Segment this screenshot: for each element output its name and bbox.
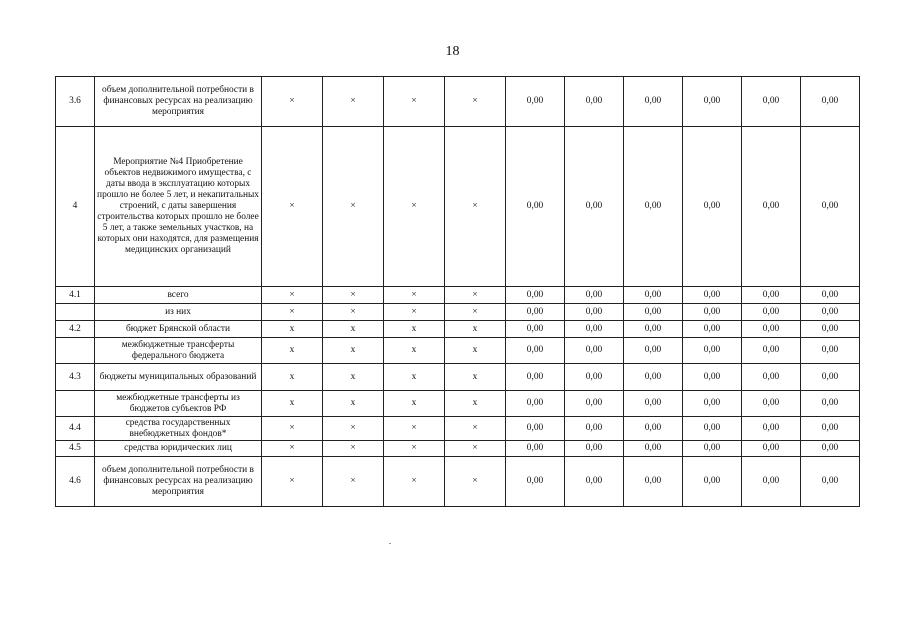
mark-cell: x bbox=[384, 364, 445, 391]
table-row bbox=[56, 77, 860, 127]
row-number: 4 bbox=[56, 127, 95, 287]
mark-cell: x bbox=[262, 391, 323, 417]
value-cell: 0,00 bbox=[801, 364, 860, 391]
mark-cell: × bbox=[323, 417, 384, 441]
value-cell: 0,00 bbox=[801, 321, 860, 338]
mark-cell: x bbox=[262, 338, 323, 364]
value-cell: 0,00 bbox=[742, 391, 801, 417]
value-cell: 0,00 bbox=[742, 364, 801, 391]
mark-cell: × bbox=[262, 441, 323, 457]
value-cell: 0,00 bbox=[683, 391, 742, 417]
value-cell: 0,00 bbox=[683, 441, 742, 457]
row-name: средства юридических лиц bbox=[95, 441, 262, 457]
value-cell: 0,00 bbox=[506, 77, 565, 127]
value-cell: 0,00 bbox=[506, 127, 565, 287]
value-cell: 0,00 bbox=[624, 77, 683, 127]
row-name: бюджет Брянской области bbox=[95, 321, 262, 338]
value-cell: 0,00 bbox=[506, 321, 565, 338]
mark-cell: × bbox=[384, 417, 445, 441]
value-cell: 0,00 bbox=[565, 457, 624, 507]
table-body bbox=[56, 77, 860, 507]
mark-cell: x bbox=[384, 338, 445, 364]
value-cell: 0,00 bbox=[742, 287, 801, 304]
mark-cell: × bbox=[445, 127, 506, 287]
value-cell: 0,00 bbox=[683, 127, 742, 287]
value-cell: 0,00 bbox=[683, 77, 742, 127]
mark-cell: × bbox=[384, 287, 445, 304]
mark-cell: × bbox=[323, 457, 384, 507]
value-cell: 0,00 bbox=[742, 441, 801, 457]
mark-cell: × bbox=[445, 287, 506, 304]
mark-cell: × bbox=[323, 127, 384, 287]
mark-cell: × bbox=[323, 441, 384, 457]
value-cell: 0,00 bbox=[506, 338, 565, 364]
table-row bbox=[56, 441, 860, 457]
table-row bbox=[56, 287, 860, 304]
value-cell: 0,00 bbox=[565, 364, 624, 391]
row-number: 4.2 bbox=[56, 321, 95, 338]
scan-speck bbox=[389, 543, 391, 544]
value-cell: 0,00 bbox=[742, 77, 801, 127]
value-cell: 0,00 bbox=[565, 287, 624, 304]
row-number: 4.5 bbox=[56, 441, 95, 457]
mark-cell: x bbox=[262, 321, 323, 338]
value-cell: 0,00 bbox=[624, 304, 683, 321]
value-cell: 0,00 bbox=[565, 338, 624, 364]
value-cell: 0,00 bbox=[683, 417, 742, 441]
value-cell: 0,00 bbox=[801, 338, 860, 364]
mark-cell: × bbox=[445, 417, 506, 441]
mark-cell: x bbox=[323, 338, 384, 364]
value-cell: 0,00 bbox=[801, 304, 860, 321]
mark-cell: x bbox=[445, 364, 506, 391]
mark-cell: x bbox=[323, 391, 384, 417]
row-number: 4.6 bbox=[56, 457, 95, 507]
value-cell: 0,00 bbox=[801, 391, 860, 417]
row-number bbox=[56, 304, 95, 321]
mark-cell: × bbox=[384, 77, 445, 127]
mark-cell: × bbox=[262, 417, 323, 441]
page-number: 18 bbox=[445, 44, 460, 59]
row-number: 4.4 bbox=[56, 417, 95, 441]
row-name: бюджеты муниципальных образований bbox=[95, 364, 262, 391]
table-row bbox=[56, 391, 860, 417]
table-row bbox=[56, 127, 860, 287]
mark-cell: x bbox=[445, 321, 506, 338]
mark-cell: × bbox=[323, 287, 384, 304]
value-cell: 0,00 bbox=[801, 127, 860, 287]
value-cell: 0,00 bbox=[683, 287, 742, 304]
value-cell: 0,00 bbox=[683, 321, 742, 338]
row-name: из них bbox=[95, 304, 262, 321]
table-row bbox=[56, 364, 860, 391]
value-cell: 0,00 bbox=[742, 304, 801, 321]
value-cell: 0,00 bbox=[506, 441, 565, 457]
mark-cell: × bbox=[445, 304, 506, 321]
row-number bbox=[56, 338, 95, 364]
value-cell: 0,00 bbox=[742, 457, 801, 507]
mark-cell: x bbox=[384, 391, 445, 417]
value-cell: 0,00 bbox=[624, 441, 683, 457]
mark-cell: x bbox=[445, 338, 506, 364]
value-cell: 0,00 bbox=[565, 304, 624, 321]
value-cell: 0,00 bbox=[742, 417, 801, 441]
mark-cell: × bbox=[384, 441, 445, 457]
value-cell: 0,00 bbox=[506, 304, 565, 321]
value-cell: 0,00 bbox=[565, 321, 624, 338]
mark-cell: × bbox=[262, 77, 323, 127]
value-cell: 0,00 bbox=[624, 364, 683, 391]
row-name: Мероприятие №4 Приобретение объектов недвижимого имущества, с даты ввода в эксплуатацию которых прошло не более 5 лет, и некапитальных строений, с даты завершения строительства которых прошло не более 5 лет, а также земельных участков, на которых они находятся, для размещения медицинских организаций bbox=[95, 127, 262, 287]
value-cell: 0,00 bbox=[565, 77, 624, 127]
value-cell: 0,00 bbox=[683, 364, 742, 391]
value-cell: 0,00 bbox=[801, 287, 860, 304]
row-number: 3.6 bbox=[56, 77, 95, 127]
mark-cell: x bbox=[323, 321, 384, 338]
value-cell: 0,00 bbox=[801, 441, 860, 457]
table-row bbox=[56, 321, 860, 338]
value-cell: 0,00 bbox=[565, 417, 624, 441]
mark-cell: × bbox=[384, 457, 445, 507]
mark-cell: × bbox=[323, 77, 384, 127]
value-cell: 0,00 bbox=[624, 287, 683, 304]
value-cell: 0,00 bbox=[565, 441, 624, 457]
value-cell: 0,00 bbox=[624, 321, 683, 338]
table-row bbox=[56, 417, 860, 441]
value-cell: 0,00 bbox=[683, 338, 742, 364]
value-cell: 0,00 bbox=[506, 287, 565, 304]
mark-cell: × bbox=[384, 127, 445, 287]
value-cell: 0,00 bbox=[801, 417, 860, 441]
row-number: 4.3 bbox=[56, 364, 95, 391]
table-row bbox=[56, 457, 860, 507]
value-cell: 0,00 bbox=[801, 77, 860, 127]
budget-table bbox=[55, 76, 860, 507]
value-cell: 0,00 bbox=[565, 391, 624, 417]
table-row bbox=[56, 304, 860, 321]
row-name: средства государственных внебюджетных фондов* bbox=[95, 417, 262, 441]
mark-cell: × bbox=[445, 457, 506, 507]
value-cell: 0,00 bbox=[683, 457, 742, 507]
mark-cell: × bbox=[262, 304, 323, 321]
row-name: межбюджетные трансферты из бюджетов субъектов РФ bbox=[95, 391, 262, 417]
row-name: всего bbox=[95, 287, 262, 304]
value-cell: 0,00 bbox=[624, 417, 683, 441]
mark-cell: × bbox=[262, 127, 323, 287]
mark-cell: × bbox=[445, 441, 506, 457]
value-cell: 0,00 bbox=[624, 338, 683, 364]
mark-cell: x bbox=[445, 391, 506, 417]
row-name: межбюджетные трансферты федерального бюджета bbox=[95, 338, 262, 364]
mark-cell: × bbox=[445, 77, 506, 127]
mark-cell: x bbox=[384, 321, 445, 338]
row-name: объем дополнительной потребности в финансовых ресурсах на реализацию мероприятия bbox=[95, 457, 262, 507]
value-cell: 0,00 bbox=[506, 417, 565, 441]
value-cell: 0,00 bbox=[742, 321, 801, 338]
value-cell: 0,00 bbox=[506, 364, 565, 391]
value-cell: 0,00 bbox=[506, 391, 565, 417]
value-cell: 0,00 bbox=[742, 127, 801, 287]
value-cell: 0,00 bbox=[683, 304, 742, 321]
mark-cell: × bbox=[384, 304, 445, 321]
table-row bbox=[56, 338, 860, 364]
value-cell: 0,00 bbox=[565, 127, 624, 287]
mark-cell: × bbox=[323, 304, 384, 321]
value-cell: 0,00 bbox=[506, 457, 565, 507]
value-cell: 0,00 bbox=[742, 338, 801, 364]
value-cell: 0,00 bbox=[624, 457, 683, 507]
value-cell: 0,00 bbox=[624, 391, 683, 417]
row-number bbox=[56, 391, 95, 417]
value-cell: 0,00 bbox=[624, 127, 683, 287]
mark-cell: x bbox=[262, 364, 323, 391]
row-name: объем дополнительной потребности в финансовых ресурсах на реализацию мероприятия bbox=[95, 77, 262, 127]
value-cell: 0,00 bbox=[801, 457, 860, 507]
mark-cell: x bbox=[323, 364, 384, 391]
mark-cell: × bbox=[262, 457, 323, 507]
mark-cell: × bbox=[262, 287, 323, 304]
row-number: 4.1 bbox=[56, 287, 95, 304]
